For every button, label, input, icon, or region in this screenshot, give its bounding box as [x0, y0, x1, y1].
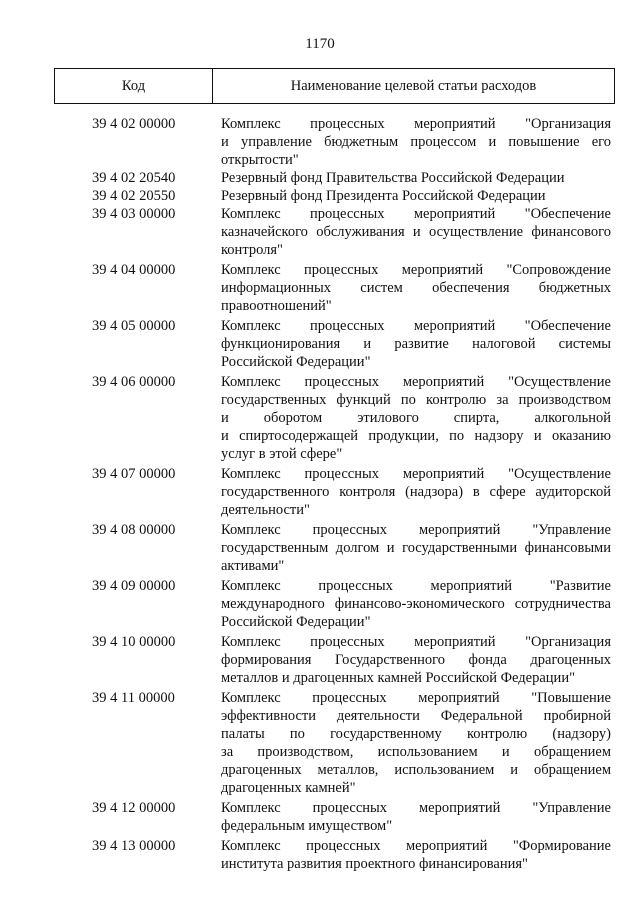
row-name-line: деятельности"	[221, 502, 310, 518]
row-name	[221, 261, 611, 315]
table-row	[54, 837, 615, 873]
row-code: 39 4 06 00000	[92, 374, 176, 390]
row-name-line: информационных систем обеспечения бюджетных	[221, 280, 611, 296]
row-name-line: федеральным имуществом"	[221, 818, 393, 834]
row-name-line: Комплекс процессных мероприятий "Формирование	[221, 838, 611, 854]
row-name-line: и спиртосодержащей продукции, по надзору и оказанию	[221, 428, 611, 444]
row-name-line: за производством, использованием и обращением	[221, 744, 611, 760]
row-name-line: и управление бюджетным процессом и повышение его	[221, 134, 611, 150]
row-name-line: Российской Федерации"	[221, 614, 371, 630]
row-name	[221, 689, 611, 797]
row-code: 39 4 07 00000	[92, 466, 176, 482]
row-code: 39 4 02 20550	[92, 188, 176, 204]
row-code: 39 4 05 00000	[92, 318, 176, 334]
row-name	[221, 317, 611, 371]
table-row	[54, 799, 615, 835]
row-name	[221, 465, 611, 519]
row-name	[221, 373, 611, 463]
row-code: 39 4 08 00000	[92, 522, 176, 538]
row-name-line: Комплекс процессных мероприятий "Обеспечение	[221, 318, 611, 334]
row-name-line: института развития проектного финансирования"	[221, 856, 528, 872]
row-name-line: правоотношений"	[221, 298, 332, 314]
table-row	[54, 689, 615, 797]
row-name-line: государственным долгом и государственными финансовыми	[221, 540, 611, 556]
table-row	[54, 169, 615, 187]
row-name-line: Комплекс процессных мероприятий "Управление	[221, 522, 611, 538]
row-name-line: Российской Федерации"	[221, 354, 371, 370]
row-code: 39 4 10 00000	[92, 634, 176, 650]
row-name-line: палаты по государственному контролю (надзору)	[221, 726, 611, 742]
row-code: 39 4 12 00000	[92, 800, 176, 816]
table-header	[54, 68, 615, 104]
header-code: Код	[55, 69, 213, 103]
row-name-line: Комплекс процессных мероприятий "Обеспечение	[221, 206, 611, 222]
row-code: 39 4 03 00000	[92, 206, 176, 222]
row-name-line: услуг в этой сфере"	[221, 446, 343, 462]
row-name-line: активами"	[221, 558, 285, 574]
row-name-line: казначейского обслуживания и осуществление финансового	[221, 224, 611, 240]
table-row	[54, 633, 615, 687]
row-code: 39 4 04 00000	[92, 262, 176, 278]
table-body	[54, 115, 615, 873]
table-row	[54, 317, 615, 371]
row-name-line: Комплекс процессных мероприятий "Сопровождение	[221, 262, 611, 278]
table-row	[54, 373, 615, 463]
row-name-line: Резервный фонд Президента Российской Федерации	[221, 188, 546, 204]
row-code: 39 4 11 00000	[92, 690, 175, 706]
row-name-line: Комплекс процессных мероприятий "Управление	[221, 800, 611, 816]
table-row	[54, 187, 615, 205]
row-name-line: Комплекс процессных мероприятий "Осуществление	[221, 374, 611, 390]
table-row	[54, 205, 615, 259]
table-row	[54, 465, 615, 519]
row-name	[221, 633, 611, 687]
table-row	[54, 521, 615, 575]
row-code: 39 4 13 00000	[92, 838, 176, 854]
row-name-line: функционирования и развитие налоговой системы	[221, 336, 611, 352]
row-name	[221, 799, 611, 835]
row-code: 39 4 02 00000	[92, 116, 176, 132]
row-name	[221, 187, 611, 205]
row-name-line: контроля"	[221, 242, 283, 258]
row-name-line: Комплекс процессных мероприятий "Осуществление	[221, 466, 611, 482]
row-name	[221, 521, 611, 575]
row-name-line: Комплекс процессных мероприятий "Повышение	[221, 690, 611, 706]
row-code: 39 4 09 00000	[92, 578, 176, 594]
row-name	[221, 577, 611, 631]
row-name	[221, 115, 611, 169]
row-name-line: государственного контроля (надзора) в сфере аудиторской	[221, 484, 611, 500]
row-name	[221, 837, 611, 873]
page-number: 1170	[305, 36, 335, 52]
row-name-line: Комплекс процессных мероприятий "Развитие	[221, 578, 611, 594]
row-name-line: формирования Государственного фонда драгоценных	[221, 652, 611, 668]
row-name-line: драгоценных металлов, использованием и обращением	[221, 762, 611, 778]
row-name-line: Комплекс процессных мероприятий "Организация	[221, 634, 611, 650]
row-name-line: Комплекс процессных мероприятий "Организация	[221, 116, 611, 132]
row-name-line: драгоценных камней"	[221, 780, 356, 796]
header-name: Наименование целевой статьи расходов	[290, 77, 537, 94]
table-row	[54, 577, 615, 631]
row-name-line: и оборотом этилового спирта, алкогольной	[221, 410, 611, 426]
row-name	[221, 205, 611, 259]
row-name-line: металлов и драгоценных камней Российской Федерации"	[221, 670, 575, 686]
row-name-line: открытости"	[221, 152, 299, 168]
row-code: 39 4 02 20540	[92, 170, 176, 186]
row-name	[221, 169, 611, 187]
row-name-line: государственных функций по контролю за производством	[221, 392, 611, 408]
table-row	[54, 261, 615, 315]
row-name-line: Резервный фонд Правительства Российской Федерации	[221, 170, 565, 186]
row-name-line: эффективности деятельности Федеральной пробирной	[221, 708, 611, 724]
row-name-line: международного финансово-экономического сотрудничества	[221, 596, 611, 612]
table-row	[54, 115, 615, 169]
